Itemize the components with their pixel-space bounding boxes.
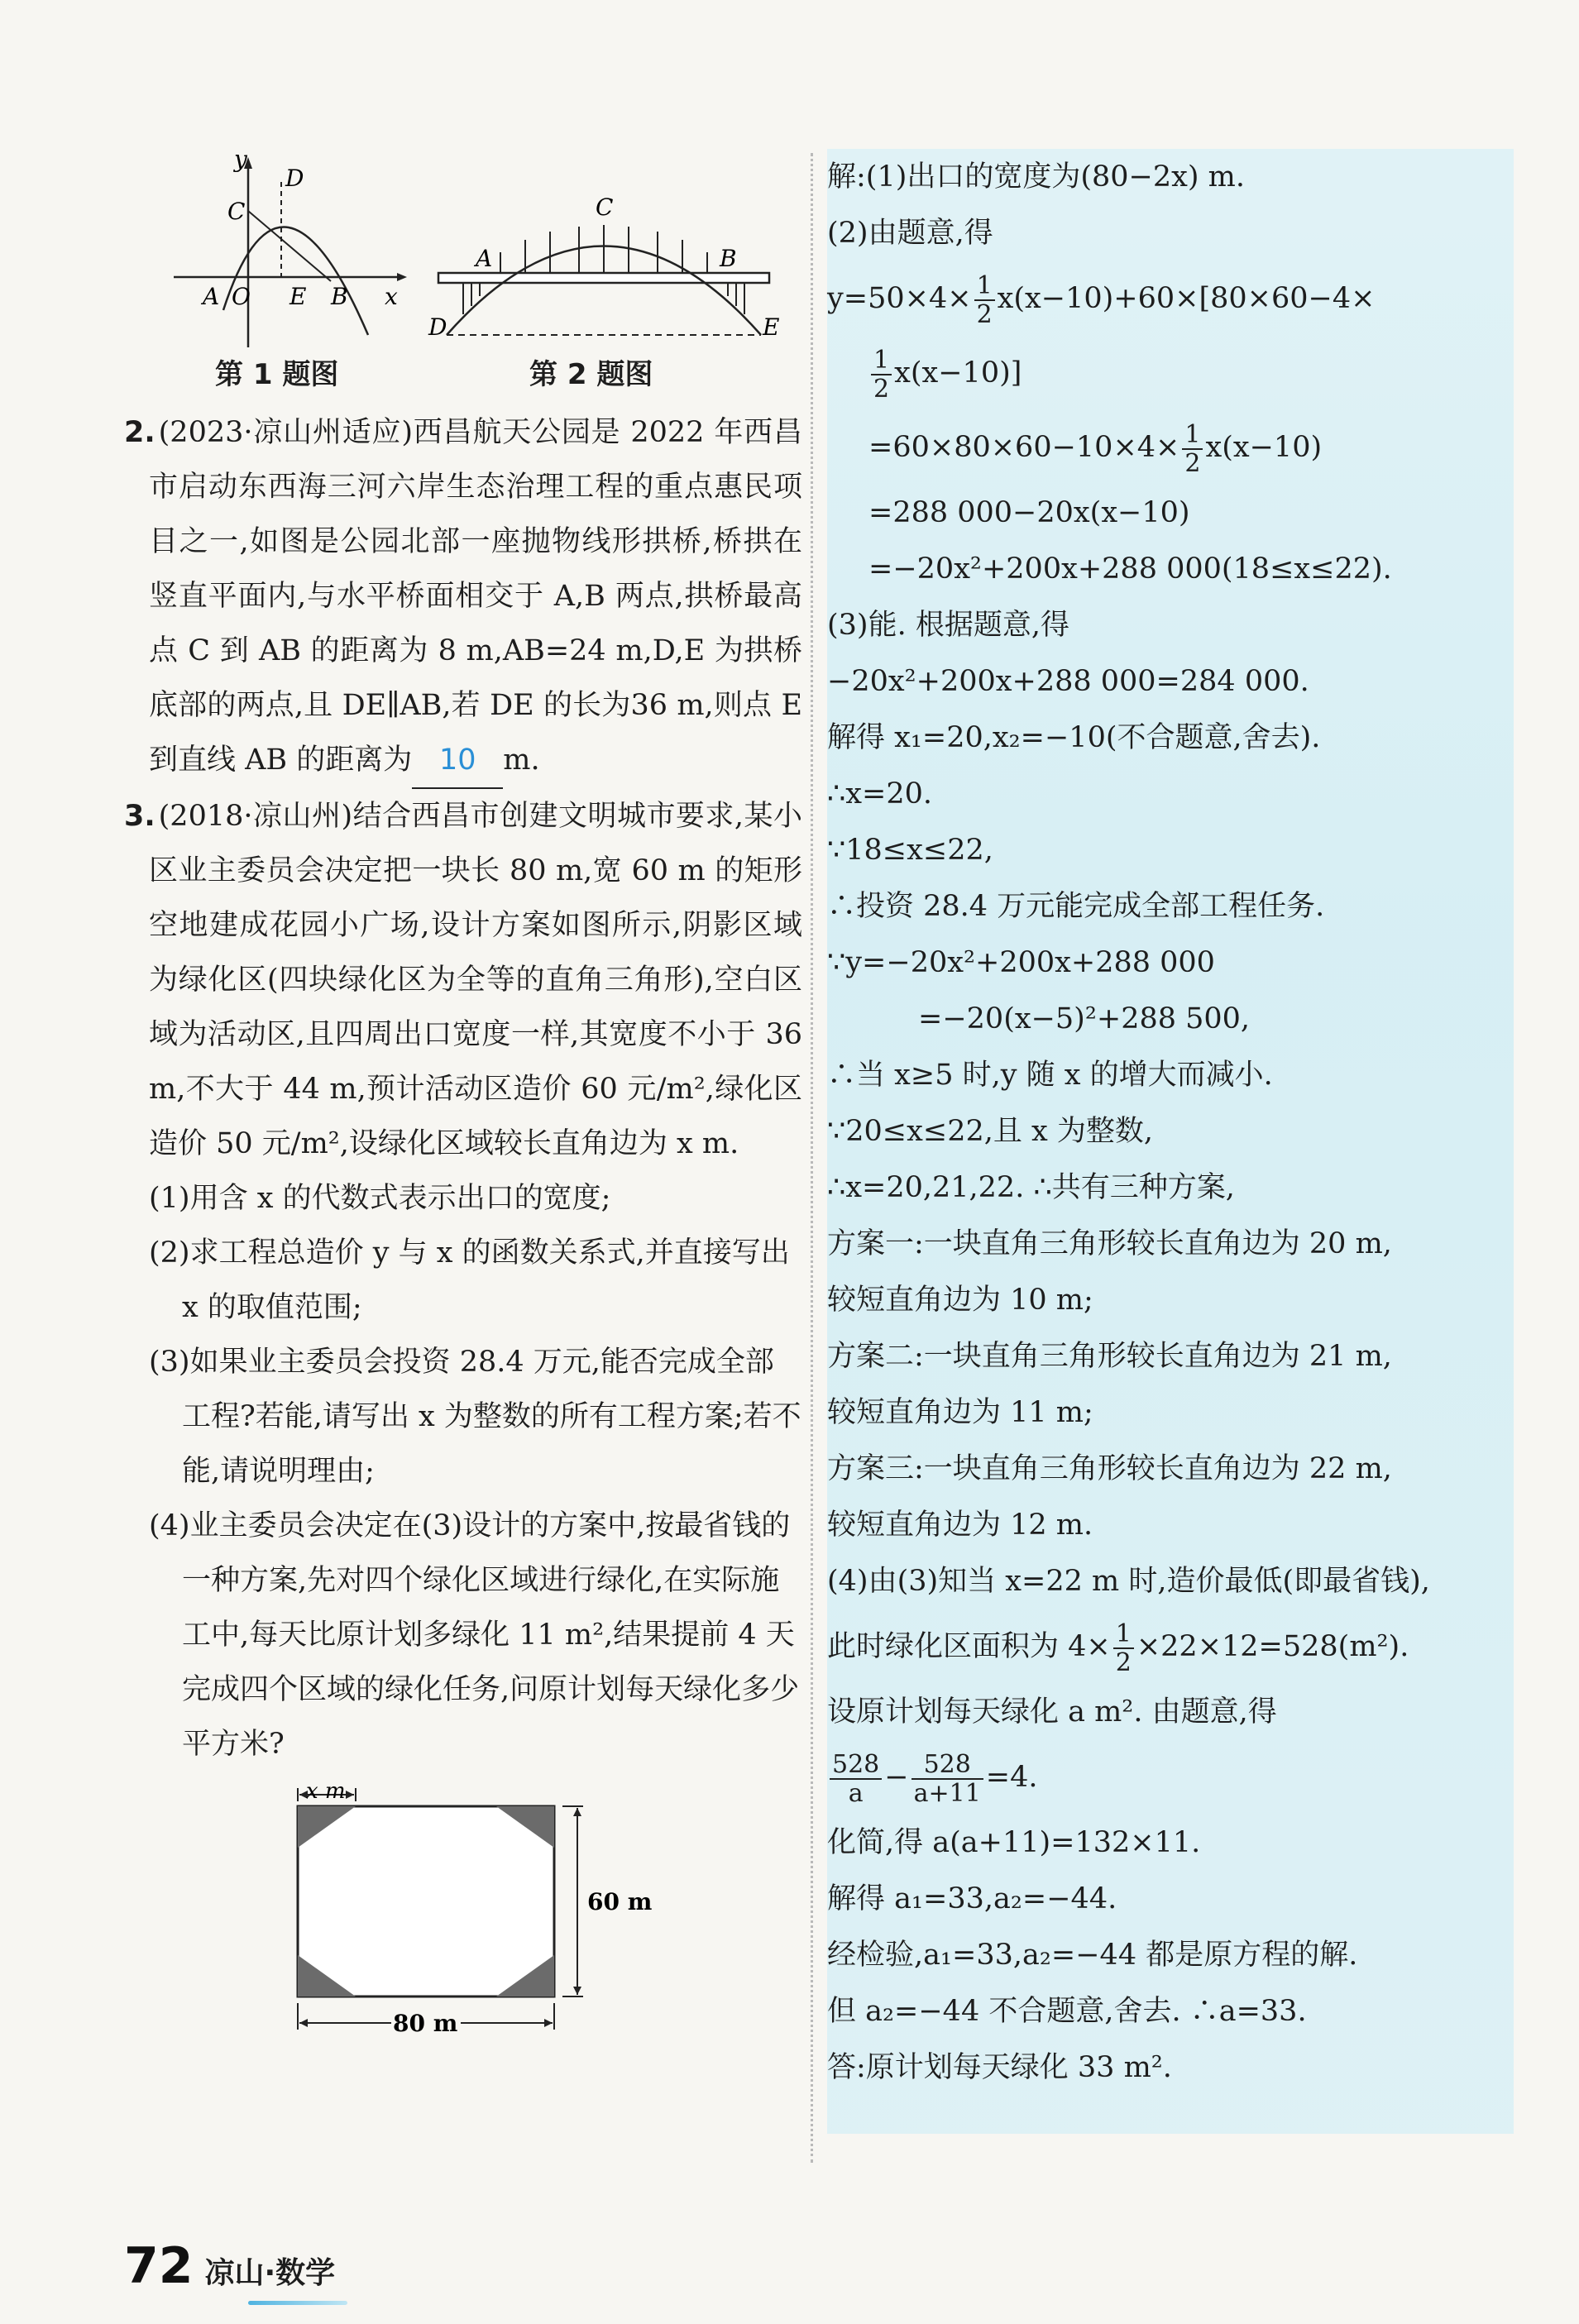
sol-line-19: 方案一:一块直角三角形较长直角边为 20 m, bbox=[827, 1227, 1392, 1260]
fig3-label-height: 60 m bbox=[587, 1888, 653, 1915]
sol-line-32: 但 a₂=−44 不合题意,舍去. ∴a=33. bbox=[827, 1995, 1307, 2028]
sol-line-10: 解得 x₁=20,x₂=−10(不合题意,舍去). bbox=[827, 721, 1321, 754]
sol-line-9: −20x²+200x+288 000=284 000. bbox=[827, 665, 1309, 698]
fig2-label-D: D bbox=[428, 313, 447, 341]
fig1-label-C: C bbox=[227, 198, 246, 225]
sol-line-3 bbox=[827, 261, 1497, 336]
sol-line-26 bbox=[827, 1609, 1497, 1684]
sol-line-30: 解得 a₁=33,a₂=−44. bbox=[827, 1882, 1117, 1915]
page-number: 72 bbox=[124, 2237, 194, 2295]
sol-line-5 bbox=[827, 410, 1497, 485]
sol-line-14: ∵y=−20x²+200x+288 000 bbox=[827, 946, 1215, 979]
fig2-label-A: A bbox=[476, 245, 493, 272]
fraction-528-over-a-plus-11: $\frac{528}{a+11}$ bbox=[912, 1751, 983, 1807]
sol-line-4 bbox=[827, 336, 1497, 410]
fraction-half: $\frac{1}{2}$ bbox=[871, 347, 892, 403]
sol-line-4b: x(x−10)] bbox=[894, 356, 1022, 390]
sol-line-33: 答:原计划每天绿化 33 m². bbox=[827, 2051, 1172, 2084]
fraction-half: $\frac{1}{2}$ bbox=[974, 272, 995, 328]
sol-line-31: 经检验,a₁=33,a₂=−44 都是原方程的解. bbox=[827, 1939, 1358, 1972]
fraction-half: $\frac{1}{2}$ bbox=[1113, 1620, 1134, 1676]
question-3-part-1: (1)用含 x 的代数式表示出口的宽度; bbox=[149, 1182, 611, 1215]
question-2-unit: m. bbox=[503, 744, 540, 777]
fig2-label-B: B bbox=[720, 245, 737, 272]
sol-line-28b: =4. bbox=[985, 1761, 1038, 1794]
solution-column bbox=[827, 149, 1497, 2096]
sol-line-7: =−20x²+200x+288 000(18≤x≤22). bbox=[868, 552, 1392, 586]
sol-line-15: =−20(x−5)²+288 500, bbox=[918, 1002, 1251, 1035]
figure-3-garden-plan bbox=[273, 1781, 703, 2054]
fraction-528-over-a: $\frac{528}{a}$ bbox=[830, 1751, 882, 1807]
fig1-label-O: O bbox=[232, 283, 251, 310]
figure-1-parabola-graph bbox=[165, 146, 414, 356]
sol-line-29: 化简,得 a(a+11)=132×11. bbox=[827, 1826, 1201, 1859]
sol-line-3a: y=50×4× bbox=[827, 282, 972, 315]
figure-2-arch-bridge bbox=[422, 149, 778, 356]
column-divider bbox=[811, 153, 813, 2163]
question-2-number: 2. bbox=[124, 416, 156, 449]
sol-line-6: =288 000−20x(x−10) bbox=[868, 496, 1190, 529]
figure-row bbox=[149, 146, 802, 397]
sol-line-3b: x(x−10)+60×[80×60−4× bbox=[997, 282, 1376, 315]
sol-line-24: 较短直角边为 12 m. bbox=[827, 1509, 1093, 1542]
sol-line-11: ∴x=20. bbox=[827, 777, 932, 811]
left-column bbox=[124, 146, 802, 2054]
sol-line-18: ∴x=20,21,22. ∴共有三种方案, bbox=[827, 1171, 1235, 1204]
sol-line-8: (3)能. 根据题意,得 bbox=[827, 609, 1069, 642]
fig1-label-y: y bbox=[234, 146, 247, 173]
fig3-label-width: 80 m bbox=[393, 2010, 458, 2037]
fig1-label-D: D bbox=[285, 165, 304, 192]
sol-line-13: ∴投资 28.4 万元能完成全部工程任务. bbox=[827, 890, 1325, 923]
fig1-label-E: E bbox=[289, 283, 307, 310]
book-title: 凉山·数学 bbox=[204, 2256, 336, 2290]
sol-line-21: 方案二:一块直角三角形较长直角边为 21 m, bbox=[827, 1340, 1392, 1373]
question-3-part-3: (3)如果业主委员会投资 28.4 万元,能否完成全部工程?若能,请写出 x 为整数的所有工程方案;若不能,请说明理由; bbox=[149, 1346, 801, 1488]
question-3 bbox=[124, 789, 802, 1171]
fig1-label-x: x bbox=[385, 283, 398, 310]
sol-line-2: (2)由题意,得 bbox=[827, 217, 993, 250]
fig2-label-E: E bbox=[763, 313, 780, 341]
sol-line-20: 较短直角边为 10 m; bbox=[827, 1284, 1093, 1317]
question-3-text: (2018·凉山州)结合西昌市创建文明城市要求,某小区业主委员会决定把一块长 80 m,宽 60 m 的矩形空地建成花园小广场,设计方案如图所示,阴影区域为绿化区(四块绿化区为全等的直角三角形),空白区域为活动区,且四周出口宽度一样,其宽度不小于 36 m,不大于 44 m,预计活动区造价 60 元/m²,绿化区造价 50 元/m²,设绿化区域较长直角边为 x m. bbox=[149, 800, 802, 1160]
fig3-label-x: x m bbox=[306, 1779, 346, 1804]
fig1-label-A: A bbox=[203, 283, 220, 310]
footer-accent-line bbox=[248, 2301, 347, 2305]
sol-line-28: $\frac{528}{a}$ − $\frac{528}{a+11}$ =4. bbox=[827, 1740, 1497, 1815]
sol-line-17: ∵20≤x≤22,且 x 为整数, bbox=[827, 1115, 1153, 1148]
question-2-answer-blank: 10 bbox=[412, 733, 503, 789]
sol-line-5b: x(x−10) bbox=[1205, 431, 1323, 464]
sol-line-26a: 此时绿化区面积为 4× bbox=[827, 1630, 1111, 1663]
fig1-label-B: B bbox=[331, 283, 348, 310]
sol-line-12: ∵18≤x≤22, bbox=[827, 834, 993, 867]
fig2-label-C: C bbox=[596, 194, 614, 221]
sol-line-5a: =60×80×60−10×4× bbox=[868, 431, 1180, 464]
figure-2-caption: 第 2 题图 bbox=[529, 358, 653, 391]
sol-line-16: ∴当 x≥5 时,y 随 x 的增大而减小. bbox=[827, 1059, 1273, 1092]
sol-line-25: (4)由(3)知当 x=22 m 时,造价最低(即最省钱), bbox=[827, 1565, 1430, 1598]
figure-1-caption: 第 1 题图 bbox=[215, 358, 339, 391]
question-3-part-2: (2)求工程总造价 y 与 x 的函数关系式,并直接写出 x 的取值范围; bbox=[149, 1236, 790, 1324]
sol-line-26b: ×22×12=528(m²). bbox=[1136, 1630, 1409, 1663]
sol-line-27: 设原计划每天绿化 a m². 由题意,得 bbox=[827, 1695, 1277, 1729]
question-3-number: 3. bbox=[124, 800, 156, 833]
fraction-half: $\frac{1}{2}$ bbox=[1182, 421, 1203, 477]
sol-line-23: 方案三:一块直角三角形较长直角边为 22 m, bbox=[827, 1452, 1392, 1485]
question-3-part-4: (4)业主委员会决定在(3)设计的方案中,按最省钱的一种方案,先对四个绿化区域进行绿化,在实际施工中,每天比原计划多绿化 11 m²,结果提前 4 天完成四个区域的绿化任务,问原计划每天绿化多少平方米? bbox=[149, 1509, 800, 1761]
question-2 bbox=[124, 405, 802, 789]
page-footer bbox=[124, 2237, 335, 2295]
sol-line-1: 解:(1)出口的宽度为(80−2x) m. bbox=[827, 160, 1245, 194]
sol-line-22: 较短直角边为 11 m; bbox=[827, 1396, 1093, 1429]
question-2-text: (2023·凉山州适应)西昌航天公园是 2022 年西昌市启动东西海三河六岸生态治理工程的重点惠民项目之一,如图是公园北部一座抛物线形拱桥,桥拱在竖直平面内,与水平桥面相交于 A,B 两点,拱桥最高点 C 到 AB 的距离为 8 m,AB=24 m,D,E 为拱桥底部的两点,且 DE∥AB,若 DE 的长为36 m,则点 E 到直线 AB 的距离为 bbox=[149, 416, 802, 777]
